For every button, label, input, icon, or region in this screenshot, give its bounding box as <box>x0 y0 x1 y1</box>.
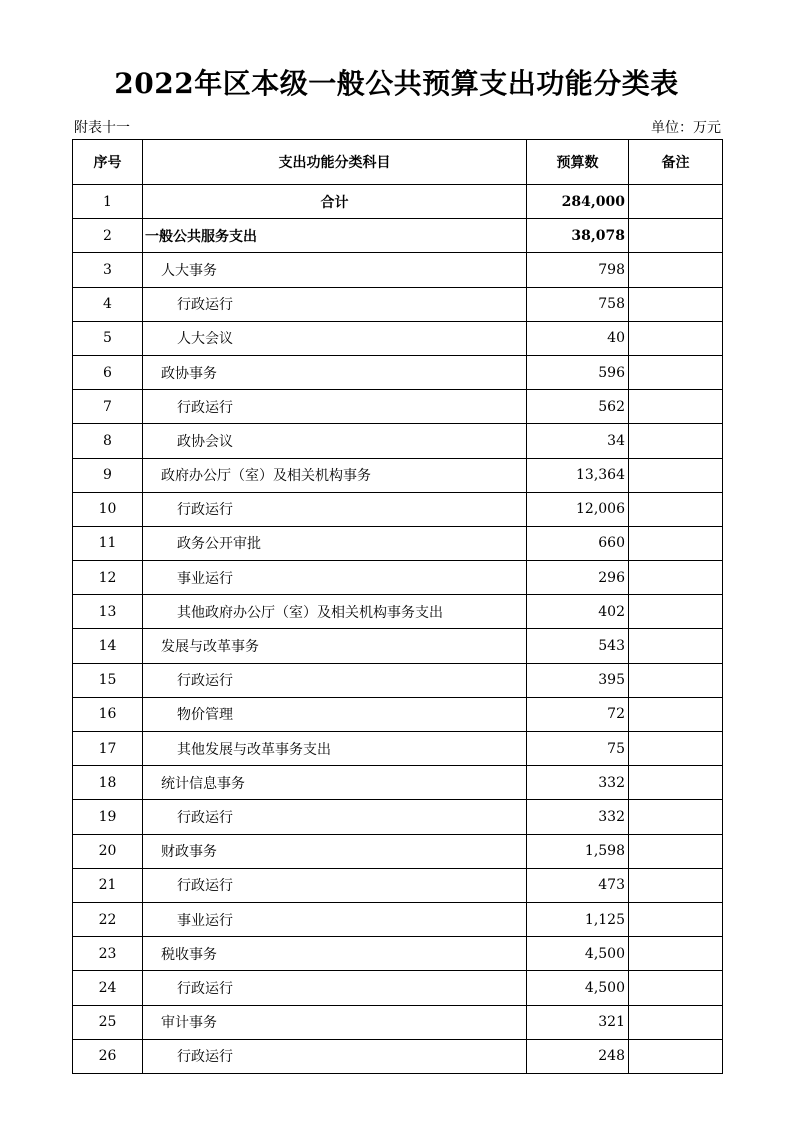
row-seq: 8 <box>73 424 143 458</box>
row-amount: 660 <box>527 526 629 560</box>
row-note <box>629 492 723 526</box>
row-amount: 284,000 <box>527 185 629 219</box>
row-seq: 10 <box>73 492 143 526</box>
header-seq: 序号 <box>73 140 143 185</box>
row-name: 合计 <box>143 185 527 219</box>
row-seq: 7 <box>73 390 143 424</box>
row-amount: 758 <box>527 287 629 321</box>
header-name: 支出功能分类科目 <box>143 140 527 185</box>
row-note <box>629 253 723 287</box>
row-name: 一般公共服务支出 <box>143 219 527 253</box>
row-seq: 16 <box>73 697 143 731</box>
row-amount: 1,598 <box>527 834 629 868</box>
row-note <box>629 834 723 868</box>
table-row <box>73 1005 723 1039</box>
row-note <box>629 561 723 595</box>
row-note <box>629 902 723 936</box>
table-row <box>73 663 723 697</box>
row-amount: 402 <box>527 595 629 629</box>
row-name: 行政运行 <box>143 971 527 1005</box>
table-row <box>73 458 723 492</box>
row-amount: 543 <box>527 629 629 663</box>
header-row <box>73 140 723 185</box>
table-row <box>73 834 723 868</box>
row-note <box>629 663 723 697</box>
table-row <box>73 800 723 834</box>
row-note <box>629 868 723 902</box>
row-note <box>629 1039 723 1073</box>
row-note <box>629 219 723 253</box>
table-row <box>73 868 723 902</box>
row-seq: 18 <box>73 766 143 800</box>
row-seq: 3 <box>73 253 143 287</box>
row-name: 税收事务 <box>143 937 527 971</box>
row-seq: 1 <box>73 185 143 219</box>
table-row <box>73 253 723 287</box>
row-amount: 798 <box>527 253 629 287</box>
row-amount: 40 <box>527 321 629 355</box>
row-amount: 332 <box>527 800 629 834</box>
row-seq: 2 <box>73 219 143 253</box>
row-note <box>629 355 723 389</box>
row-amount: 596 <box>527 355 629 389</box>
row-seq: 25 <box>73 1005 143 1039</box>
table-row <box>73 561 723 595</box>
row-seq: 15 <box>73 663 143 697</box>
row-name: 事业运行 <box>143 902 527 936</box>
row-seq: 6 <box>73 355 143 389</box>
row-amount: 12,006 <box>527 492 629 526</box>
row-seq: 21 <box>73 868 143 902</box>
row-name: 统计信息事务 <box>143 766 527 800</box>
row-name: 行政运行 <box>143 390 527 424</box>
table-row <box>73 697 723 731</box>
row-name: 人大会议 <box>143 321 527 355</box>
row-seq: 19 <box>73 800 143 834</box>
row-seq: 14 <box>73 629 143 663</box>
table-row <box>73 766 723 800</box>
row-amount: 296 <box>527 561 629 595</box>
table-row <box>73 185 723 219</box>
row-note <box>629 697 723 731</box>
row-name: 行政运行 <box>143 492 527 526</box>
row-name: 政务公开审批 <box>143 526 527 560</box>
row-seq: 13 <box>73 595 143 629</box>
table-row <box>73 732 723 766</box>
row-name: 行政运行 <box>143 1039 527 1073</box>
table-row <box>73 321 723 355</box>
row-note <box>629 766 723 800</box>
row-amount: 38,078 <box>527 219 629 253</box>
row-note <box>629 800 723 834</box>
row-note <box>629 937 723 971</box>
table-row <box>73 629 723 663</box>
row-amount: 395 <box>527 663 629 697</box>
row-note <box>629 458 723 492</box>
table-row <box>73 219 723 253</box>
row-name: 事业运行 <box>143 561 527 595</box>
header-amount: 预算数 <box>527 140 629 185</box>
row-amount: 562 <box>527 390 629 424</box>
table-row <box>73 526 723 560</box>
row-name: 政协事务 <box>143 355 527 389</box>
row-name: 其他政府办公厅（室）及相关机构事务支出 <box>143 595 527 629</box>
row-amount: 4,500 <box>527 971 629 1005</box>
row-seq: 20 <box>73 834 143 868</box>
row-name: 人大事务 <box>143 253 527 287</box>
row-seq: 22 <box>73 902 143 936</box>
row-name: 发展与改革事务 <box>143 629 527 663</box>
table-row <box>73 390 723 424</box>
row-seq: 26 <box>73 1039 143 1073</box>
row-note <box>629 321 723 355</box>
row-note <box>629 424 723 458</box>
row-name: 行政运行 <box>143 663 527 697</box>
table-header <box>73 140 723 185</box>
table-body <box>73 185 723 1074</box>
row-amount: 248 <box>527 1039 629 1073</box>
table-row <box>73 424 723 458</box>
table-row <box>73 595 723 629</box>
row-amount: 72 <box>527 697 629 731</box>
row-seq: 23 <box>73 937 143 971</box>
table-row <box>73 1039 723 1073</box>
table-row <box>73 902 723 936</box>
row-seq: 24 <box>73 971 143 1005</box>
row-name: 行政运行 <box>143 800 527 834</box>
row-note <box>629 732 723 766</box>
attachment-label: 附表十一 <box>74 120 130 136</box>
row-amount: 321 <box>527 1005 629 1039</box>
row-name: 财政事务 <box>143 834 527 868</box>
row-note <box>629 390 723 424</box>
row-amount: 13,364 <box>527 458 629 492</box>
row-seq: 9 <box>73 458 143 492</box>
row-amount: 332 <box>527 766 629 800</box>
unit-label: 单位：万元 <box>651 120 721 136</box>
row-seq: 11 <box>73 526 143 560</box>
page-title: 2022年区本级一般公共预算支出功能分类表 <box>114 67 679 100</box>
table-row <box>73 355 723 389</box>
table-row <box>73 937 723 971</box>
budget-table <box>72 139 723 1074</box>
row-note <box>629 1005 723 1039</box>
row-name: 其他发展与改革事务支出 <box>143 732 527 766</box>
row-name: 行政运行 <box>143 287 527 321</box>
row-note <box>629 971 723 1005</box>
row-name: 审计事务 <box>143 1005 527 1039</box>
row-seq: 4 <box>73 287 143 321</box>
row-seq: 17 <box>73 732 143 766</box>
row-note <box>629 287 723 321</box>
row-name: 物价管理 <box>143 697 527 731</box>
row-note <box>629 629 723 663</box>
row-note <box>629 526 723 560</box>
row-amount: 4,500 <box>527 937 629 971</box>
row-seq: 5 <box>73 321 143 355</box>
row-amount: 75 <box>527 732 629 766</box>
row-amount: 473 <box>527 868 629 902</box>
row-note <box>629 185 723 219</box>
table-row <box>73 287 723 321</box>
row-amount: 1,125 <box>527 902 629 936</box>
row-name: 行政运行 <box>143 868 527 902</box>
row-amount: 34 <box>527 424 629 458</box>
row-name: 政府办公厅（室）及相关机构事务 <box>143 458 527 492</box>
table-row <box>73 971 723 1005</box>
row-name: 政协会议 <box>143 424 527 458</box>
row-note <box>629 595 723 629</box>
table-row <box>73 492 723 526</box>
row-seq: 12 <box>73 561 143 595</box>
header-note: 备注 <box>629 140 723 185</box>
